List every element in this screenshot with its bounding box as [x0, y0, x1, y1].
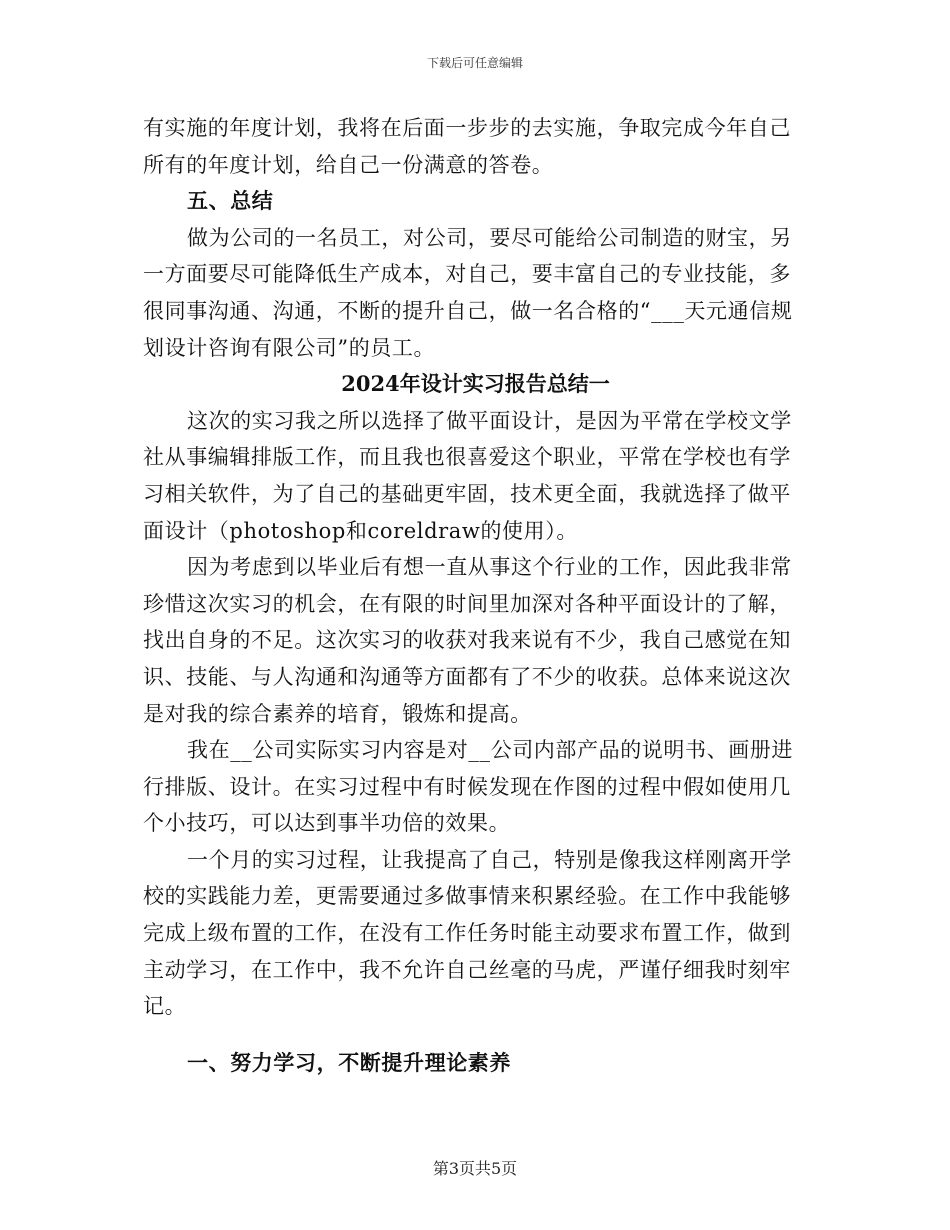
- document-body: [143, 110, 808, 1081]
- paragraph-line: 个小技巧，可以达到事半功倍的效果。: [143, 811, 511, 836]
- paragraph-line: 习相关软件，为了自己的基础更牢固，技术更全面，我就选择了做平: [143, 481, 791, 506]
- paragraph-line: 识、技能、与人沟通和沟通等方面都有了不少的收获。总体来说这次: [143, 664, 791, 689]
- spacer: [143, 1025, 808, 1045]
- paragraph-line: 珍惜这次实习的机会，在有限的时间里加深对各种平面设计的了解，: [143, 591, 791, 616]
- document-title: 2024年设计实习报告总结一: [341, 371, 610, 397]
- paragraph-line: 校的实践能力差，更需要通过多做事情来积累经验。在工作中我能够: [143, 884, 791, 909]
- paragraph-line: 划设计咨询有限公司”的员工。: [143, 335, 436, 360]
- section-heading: 五、总结: [187, 188, 274, 214]
- paragraph-line: 做为公司的一名员工，对公司，要尽可能给公司制造的财宝，另: [187, 225, 792, 250]
- page-footer: 第3页共5页: [432, 1159, 518, 1178]
- paragraph-line: 是对我的综合素养的培育，锻炼和提高。: [143, 701, 532, 726]
- paragraph-line: 这次的实习我之所以选择了做平面设计，是因为平常在学校文学: [187, 408, 792, 433]
- paragraph-line: 一个月的实习过程，让我提高了自己，特别是像我这样刚离开学: [187, 847, 792, 872]
- page-header: 下载后可任意编辑: [426, 56, 523, 70]
- paragraph-line: 有实施的年度计划，我将在后面一步步的去实施，争取完成今年自己: [143, 116, 791, 140]
- paragraph-line: 主动学习，在工作中，我不允许自己丝毫的马虎，严谨仔细我时刻牢: [143, 957, 791, 982]
- paragraph-line: 我在__公司实际实习内容是对__公司内部产品的说明书、画册进: [187, 738, 793, 763]
- paragraph-line: 一方面要尽可能降低生产成本，对自己，要丰富自己的专业技能，多: [143, 262, 791, 287]
- paragraph-line: 行排版、设计。在实习过程中有时候发现在作图的过程中假如使用几: [143, 774, 791, 799]
- paragraph-line: 面设计（photoshop和coreldraw的使用）。: [143, 518, 578, 543]
- paragraph-line: 因为考虑到以毕业后有想一直从事这个行业的工作，因此我非常: [187, 555, 792, 580]
- paragraph-line: 所有的年度计划，给自己一份满意的答卷。: [143, 152, 554, 177]
- paragraph-line: 很同事沟通、沟通，不断的提升自己，做一名合格的“___天元通信规: [143, 298, 793, 323]
- paragraph-line: 找出自身的不足。这次实习的收获对我来说有不少，我自己感觉在知: [143, 628, 791, 653]
- paragraph-line: 完成上级布置的工作，在没有工作任务时能主动要求布置工作，做到: [143, 921, 791, 946]
- section-heading: 一、努力学习，不断提升理论素养: [187, 1049, 511, 1075]
- paragraph-line: 社从事编辑排版工作，而且我也很喜爱这个职业，平常在学校也有学: [143, 445, 791, 470]
- paragraph-line: 记。: [143, 994, 187, 1019]
